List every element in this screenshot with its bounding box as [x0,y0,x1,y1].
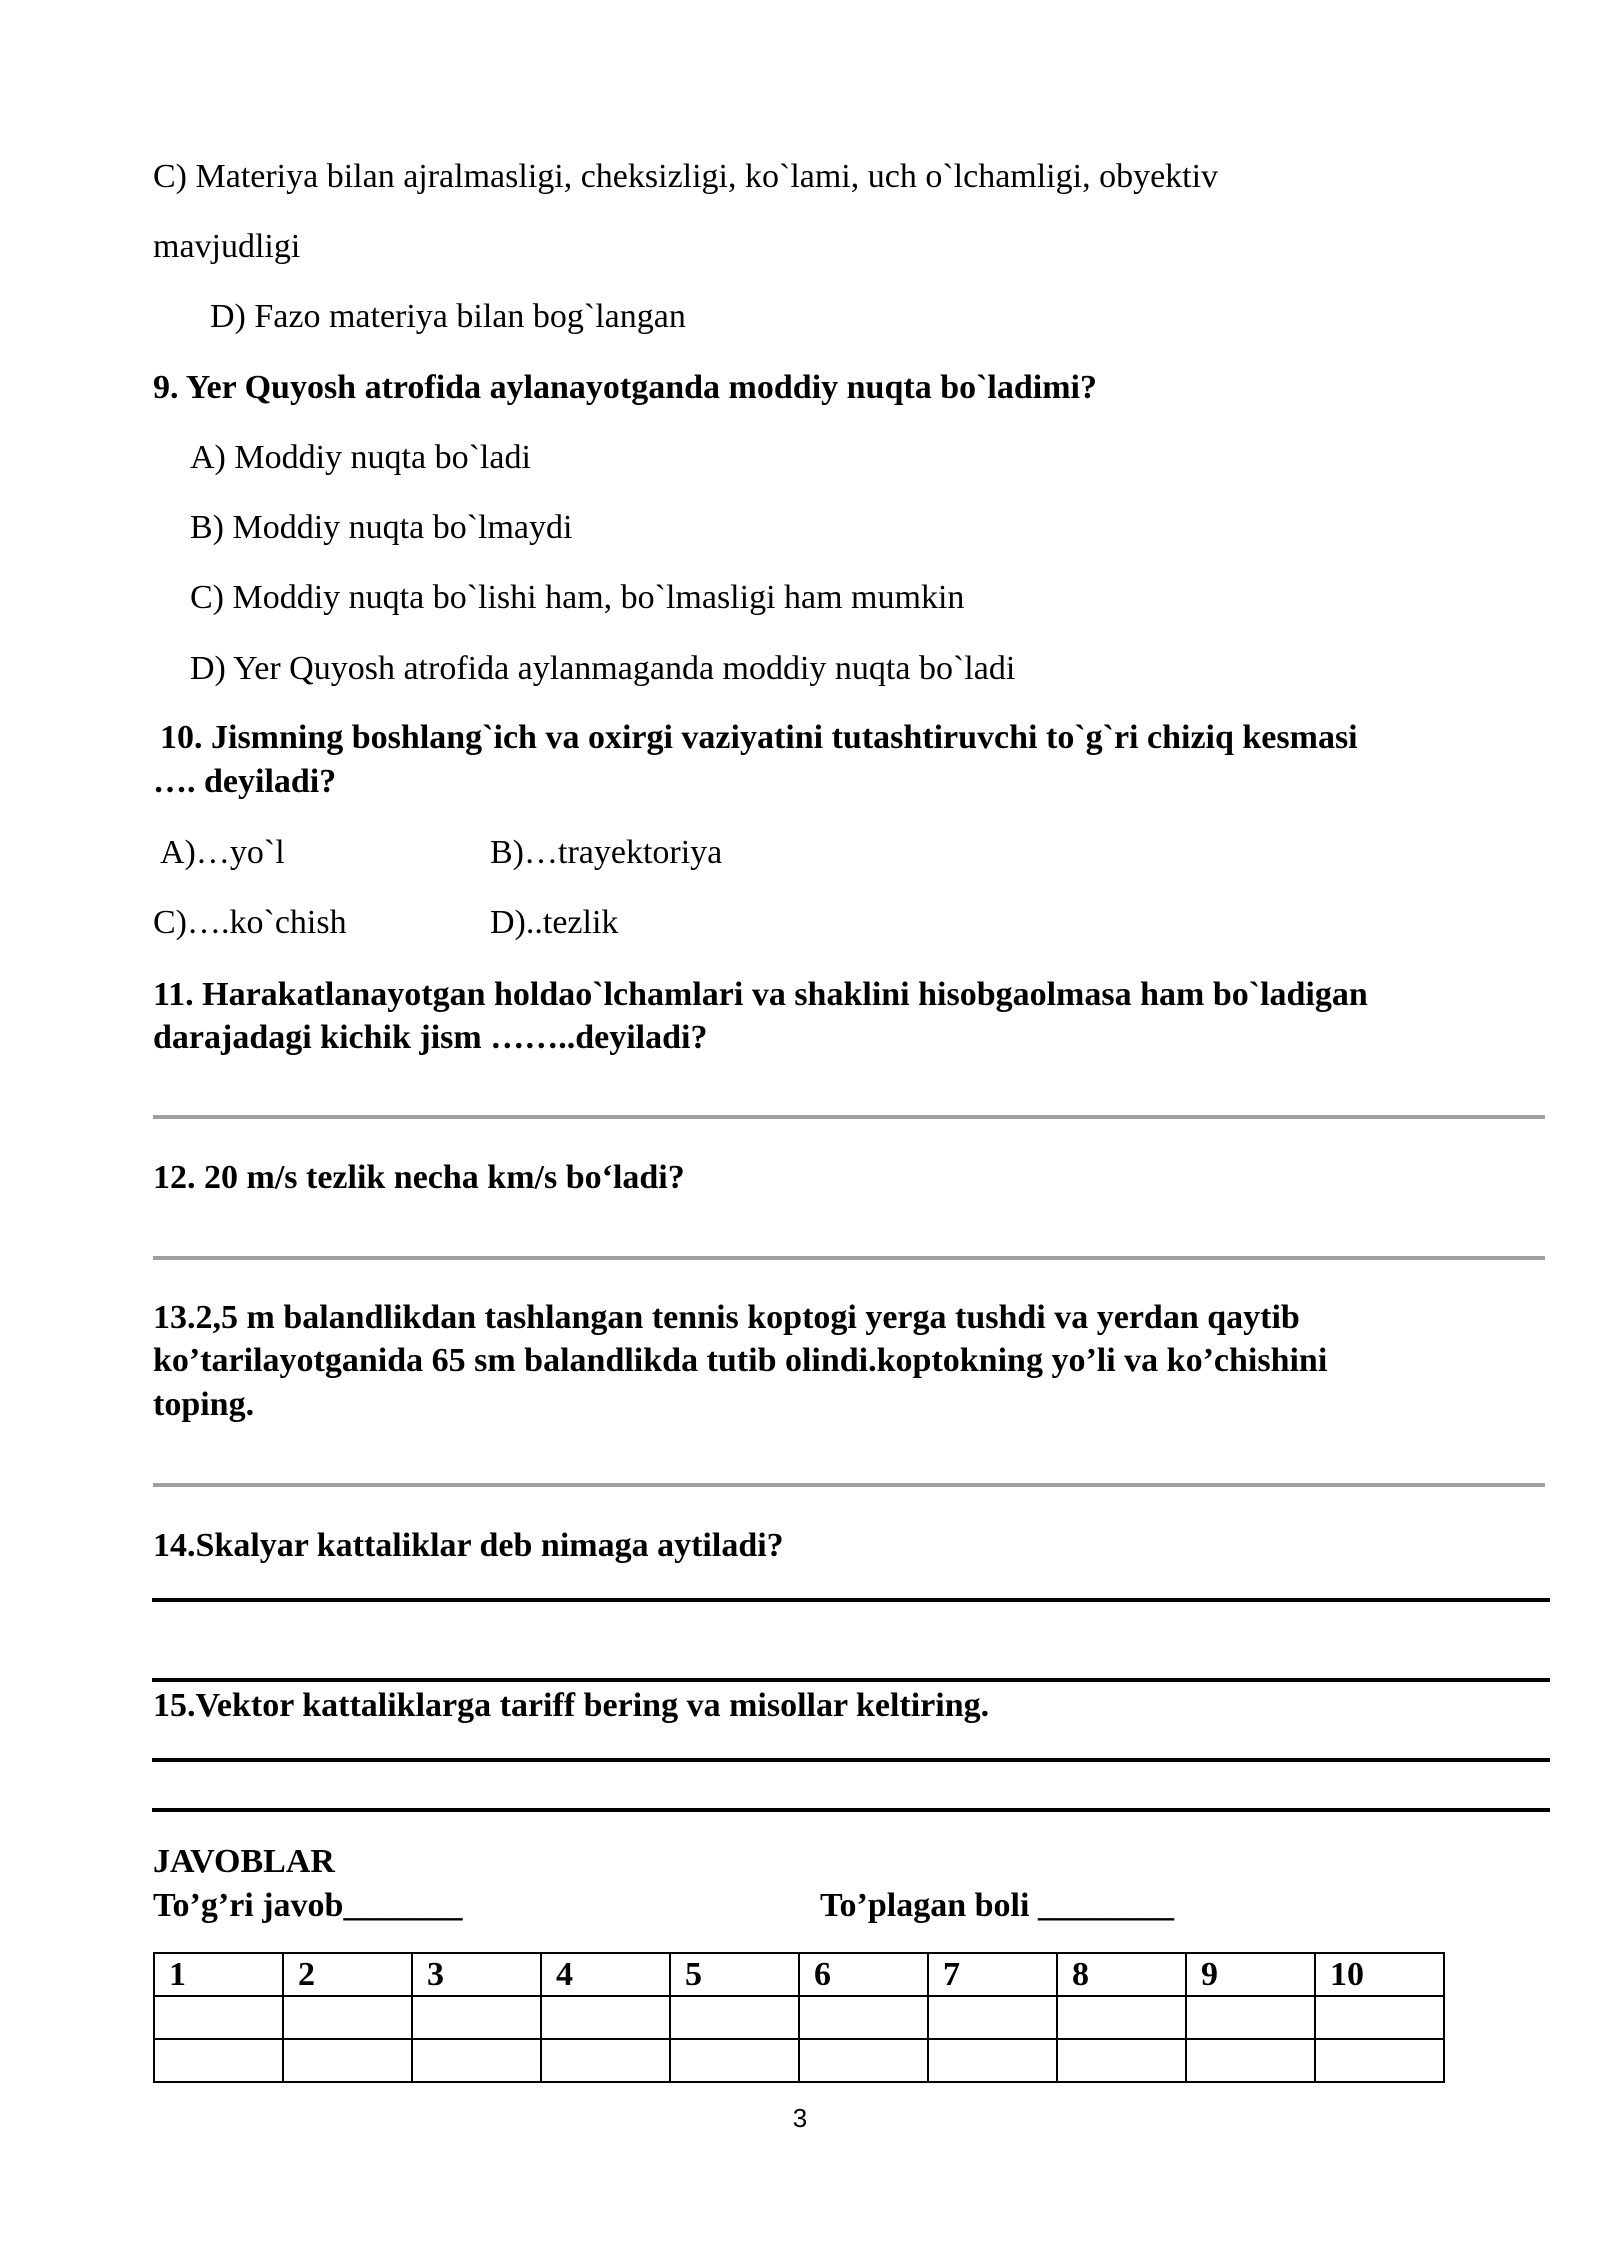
question-12: 12. 20 m/s tezlik necha km/s bo‘ladi? [153,1159,685,1196]
answers-row [154,1996,1444,2039]
answer-cell[interactable] [1186,1996,1315,2039]
score-label: To’plagan boli ________ [820,1887,1174,1924]
q8-option-c-line2: mavjudligi [153,228,301,265]
answer-column-header: 2 [283,1953,412,1996]
q10-option-a: A)…yo`l [160,834,285,871]
answer-cell[interactable] [799,1996,928,2039]
answer-cell[interactable] [541,1996,670,2039]
q9-option-b: B) Moddiy nuqta bo`lmaydi [190,509,573,546]
q9-option-a: A) Moddiy nuqta bo`ladi [190,439,531,476]
answer-cell[interactable] [154,2039,283,2082]
answer-cell[interactable] [1315,1996,1444,2039]
q9-option-d: D) Yer Quyosh atrofida aylanmaganda moddiy nuqta bo`ladi [190,650,1016,687]
answer-cell[interactable] [283,2039,412,2082]
question-9: 9. Yer Quyosh atrofida aylanayotganda moddiy nuqta bo`ladimi? [153,369,1097,406]
question-11-line2: darajadagi kichik jism ……..deyiladi? [153,1019,708,1056]
question-11-line1: 11. Harakatlanayotgan holdao`lchamlari va shaklini hisobgaolmasa ham bo`ladigan [153,976,1368,1013]
q10-option-c: C)….ko`chish [153,904,347,941]
question-15: 15.Vektor kattaliklarga tariff bering va misollar keltiring. [153,1687,990,1724]
answer-line-11 [153,1115,1545,1119]
answer-cell[interactable] [1315,2039,1444,2082]
answer-line-14a [152,1598,1550,1602]
answer-line-12 [153,1256,1545,1260]
answer-cell[interactable] [670,1996,799,2039]
answer-cell[interactable] [670,2039,799,2082]
answer-cell[interactable] [1057,1996,1186,2039]
answer-line-14b [152,1678,1550,1682]
question-13-line1: 13.2,5 m balandlikdan tashlangan tennis koptogi yerga tushdi va yerdan qaytib [153,1299,1300,1336]
question-10-line2: …. deyiladi? [153,763,337,800]
answers-table [153,1952,1445,2083]
answers-row [154,2039,1444,2082]
answer-column-header: 4 [541,1953,670,1996]
answers-heading: JAVOBLAR [153,1843,335,1880]
answer-cell[interactable] [799,2039,928,2082]
q8-option-c-line1: C) Materiya bilan ajralmasligi, cheksizligi, ko`lami, uch o`lchamligi, obyektiv [153,158,1219,195]
answer-column-header: 10 [1315,1953,1444,1996]
page-number: 3 [792,2103,808,2133]
answer-cell[interactable] [412,1996,541,2039]
question-13-line3: toping. [153,1386,255,1423]
answer-line-13 [153,1483,1545,1487]
answer-column-header: 8 [1057,1953,1186,1996]
answer-cell[interactable] [283,1996,412,2039]
q10-option-b: B)…trayektoriya [490,834,723,871]
question-13-line2: ko’tarilayotganida 65 sm balandlikda tutib olindi.koptokning yo’li va ko’chishini [153,1342,1328,1379]
answer-cell[interactable] [1057,2039,1186,2082]
answer-cell[interactable] [154,1996,283,2039]
answer-cell[interactable] [1186,2039,1315,2082]
answer-line-15b [152,1808,1550,1812]
q9-option-c: C) Moddiy nuqta bo`lishi ham, bo`lmasligi ham mumkin [190,579,965,616]
answer-cell[interactable] [412,2039,541,2082]
answer-column-header: 7 [928,1953,1057,1996]
q8-option-d: D) Fazo materiya bilan bog`langan [210,298,686,335]
answer-cell[interactable] [928,1996,1057,2039]
answer-cell[interactable] [541,2039,670,2082]
question-14: 14.Skalyar kattaliklar deb nimaga aytiladi? [153,1527,784,1564]
answer-column-header: 1 [154,1953,283,1996]
answers-header-row [154,1953,1444,1996]
answer-column-header: 3 [412,1953,541,1996]
q10-option-d: D)..tezlik [490,904,619,941]
answer-cell[interactable] [928,2039,1057,2082]
answer-line-15a [152,1758,1550,1762]
answer-column-header: 6 [799,1953,928,1996]
answer-column-header: 5 [670,1953,799,1996]
question-10-line1: 10. Jismning boshlang`ich va oxirgi vaziyatini tutashtiruvchi to`g`ri chiziq kesmasi [160,719,1358,756]
correct-answers-label: To’g’ri javob_______ [153,1887,463,1924]
answer-column-header: 9 [1186,1953,1315,1996]
